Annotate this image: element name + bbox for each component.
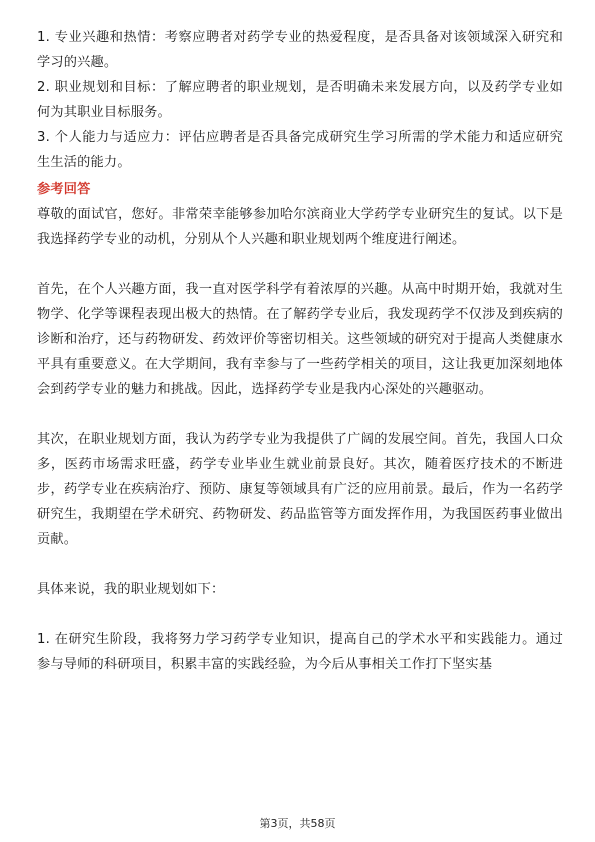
page-content bbox=[37, 25, 563, 677]
answer-heading: 参考回答 bbox=[37, 182, 91, 197]
career-paragraph: 其次，在职业规划方面，我认为药学专业为我提供了广阔的发展空间。首先，我国人口众多，医药市场需求旺盛，药学专业毕业生就业前景良好。其次，随着医疗技术的不断进步，药学专业在疾病治疗、预防、康复等领域具有广泛的应用前景。最后，作为一名药学研究生，我期望在学术研究、药物研发、药品监管等方面发挥作用，为我国医药事业做出贡献。 bbox=[37, 432, 563, 547]
page-footer: 第3页，共58页 bbox=[259, 817, 336, 830]
criteria-item: 3. 个人能力与适应力：评估应聘者是否具备完成研究生学习所需的学术能力和适应研究生生活的能力。 bbox=[37, 130, 563, 170]
plan-intro: 具体来说，我的职业规划如下： bbox=[37, 582, 225, 597]
plan-item: 1. 在研究生阶段，我将努力学习药学专业知识，提高自己的学术水平和实践能力。通过参与导师的科研项目，积累丰富的实践经验，为今后从事相关工作打下坚实基 bbox=[37, 632, 563, 672]
intro-paragraph: 尊敬的面试官，您好。非常荣幸能够参加哈尔滨商业大学药学专业研究生的复试。以下是我选择药学专业的动机，分别从个人兴趣和职业规划两个维度进行阐述。 bbox=[37, 207, 563, 247]
evaluation-criteria-list bbox=[37, 25, 563, 175]
criteria-item: 2. 职业规划和目标：了解应聘者的职业规划，是否明确未来发展方向，以及药学专业如何为其职业目标服务。 bbox=[37, 80, 563, 120]
criteria-item: 1. 专业兴趣和热情：考察应聘者对药学专业的热爱程度，是否具备对该领域深入研究和学习的兴趣。 bbox=[37, 30, 563, 70]
interest-paragraph: 首先，在个人兴趣方面，我一直对医学科学有着浓厚的兴趣。从高中时期开始，我就对生物学、化学等课程表现出极大的热情。在了解药学专业后，我发现药学不仅涉及到疾病的诊断和治疗，还与药物研发、药效评价等密切相关。这些领域的研究对于提高人类健康水平具有重要意义。在大学期间，我有幸参与了一些药学相关的项目，这让我更加深刻地体会到药学专业的魅力和挑战。因此，选择药学专业是我内心深处的兴趣驱动。 bbox=[37, 282, 563, 397]
